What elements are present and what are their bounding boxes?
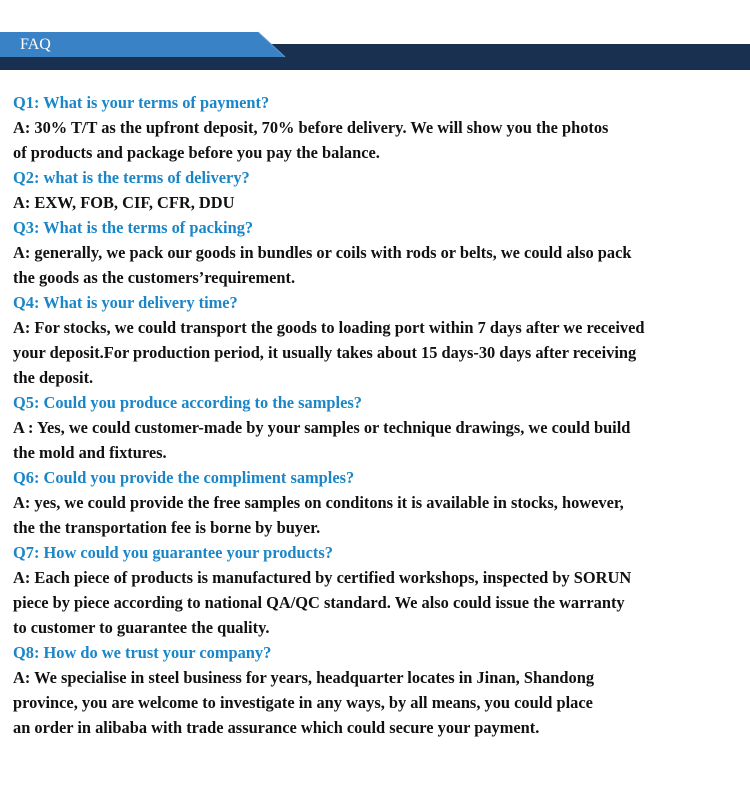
faq-question-4: Q4: What is your delivery time? (13, 293, 238, 312)
faq-question-7: Q7: How could you guarantee your products? (13, 543, 333, 562)
faq-answer-7-line-1: A: Each piece of products is manufactured by certified workshops, inspected by SORUN (13, 568, 632, 587)
header-banner-shape (0, 0, 750, 80)
faq-answer-8-line-1: A: We specialise in steel business for years, headquarter locates in Jinan, Shandong (13, 668, 595, 687)
faq-answer-6-line-2: the the transportation fee is borne by buyer. (13, 518, 321, 537)
faq-answer-8-line-3: an order in alibaba with trade assurance which could secure your payment. (13, 718, 540, 737)
faq-list (13, 90, 738, 740)
faq-question-5: Q5: Could you produce according to the samples? (13, 393, 362, 412)
faq-title: FAQ (20, 36, 51, 53)
faq-answer-5-line-1: A : Yes, we could customer-made by your samples or technique drawings, we could build (13, 418, 631, 437)
faq-question-8: Q8: How do we trust your company? (13, 643, 272, 662)
faq-question-6: Q6: Could you provide the compliment samples? (13, 468, 355, 487)
faq-question-2: Q2: what is the terms of delivery? (13, 168, 250, 187)
faq-header-banner (0, 0, 750, 80)
faq-answer-4-line-3: the deposit. (13, 368, 94, 387)
faq-answer-7-line-3: to customer to guarantee the quality. (13, 618, 270, 637)
faq-answer-2-line-1: A: EXW, FOB, CIF, CFR, DDU (13, 193, 235, 212)
faq-answer-5-line-2: the mold and fixtures. (13, 443, 167, 462)
faq-question-3: Q3: What is the terms of packing? (13, 218, 254, 237)
faq-answer-8-line-2: province, you are welcome to investigate in any ways, by all means, you could place (13, 693, 593, 712)
faq-answer-1-line-1: A: 30% T/T as the upfront deposit, 70% before delivery. We will show you the photos (13, 118, 609, 137)
faq-answer-3-line-1: A: generally, we pack our goods in bundles or coils with rods or belts, we could also pack (13, 243, 632, 262)
faq-answer-6-line-1: A: yes, we could provide the free samples on conditons it is available in stocks, however, (13, 493, 624, 512)
faq-question-1: Q1: What is your terms of payment? (13, 93, 270, 112)
faq-answer-7-line-2: piece by piece according to national QA/QC standard. We also could issue the warranty (13, 593, 625, 612)
faq-answer-1-line-2: of products and package before you pay the balance. (13, 143, 380, 162)
faq-answer-4-line-1: A: For stocks, we could transport the goods to loading port within 7 days after we received (13, 318, 645, 337)
faq-answer-3-line-2: the goods as the customers’requirement. (13, 268, 296, 287)
faq-answer-4-line-2: your deposit.For production period, it usually takes about 15 days-30 days after receiving (13, 343, 637, 362)
